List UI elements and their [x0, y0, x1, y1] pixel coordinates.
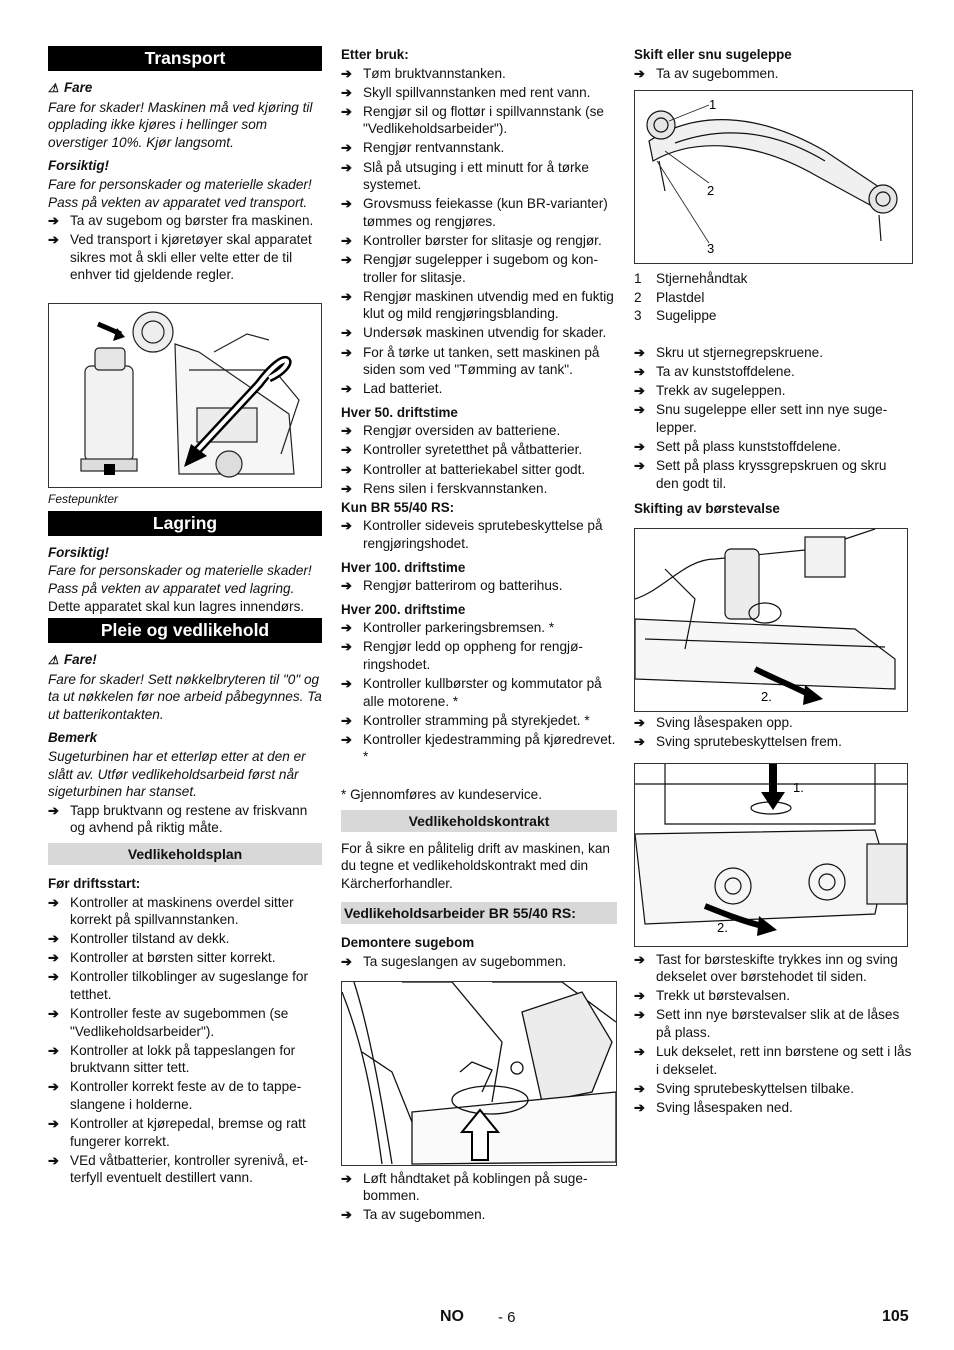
list-item: ➔ Kontroller at maskinens overdel sitter korrekt på spillvannstanken. — [48, 894, 294, 928]
section-title-kontrakt: Vedlikeholdskontrakt — [341, 810, 617, 832]
list-item: ➔ Rengjør ledd op oppheng for rengjøringshodet. — [341, 639, 583, 672]
arrow-icon: ➔ — [634, 438, 645, 454]
arrow-icon: ➔ — [48, 802, 59, 818]
arrow-icon: ➔ — [48, 232, 59, 248]
arrow-icon: ➔ — [341, 288, 352, 304]
arrow-icon: ➔ — [48, 931, 59, 947]
list-item: ➔ For å tørke ut tanken, sett maskinen på siden som ved "Tømming av tank". — [341, 344, 600, 378]
arrow-icon: ➔ — [634, 383, 645, 399]
list-item: ➔ Ta sugeslangen av sugebommen. — [341, 954, 567, 970]
step-label-2: 2. — [717, 919, 728, 935]
arrow-icon: ➔ — [341, 620, 352, 636]
column-left — [48, 44, 322, 1189]
subheading-squeegee-lip: Skift eller snu sugeleppe — [634, 47, 792, 62]
list-item: ➔ Kontroller feste av sugebommen (se "Vedlikeholdsarbeider"). — [48, 1006, 289, 1039]
arrow-icon: ➔ — [48, 950, 59, 966]
arrow-icon: ➔ — [341, 518, 352, 534]
list-item: ➔ Undersøk maskinen utvendig for skader. — [341, 325, 607, 341]
list-item: ➔ Trekk av sugeleppen. — [634, 383, 786, 399]
list-item: ➔ Sving låsespaken ned. — [634, 1099, 793, 1115]
arrow-icon: ➔ — [341, 232, 352, 248]
arrow-icon: ➔ — [341, 578, 352, 594]
footer-language: NO — [440, 1308, 464, 1325]
list-item: ➔ Rengjør sil og flottør i spillvannstank (se "Vedlikeholdsarbeider"). — [341, 103, 604, 137]
list-item: ➔ Rengjør sugelepper i sugebom og kontroller for slitasje. — [341, 252, 599, 285]
list-item: ➔ VEd våtbatterier, kontroller syrenivå, etterfyll eventuelt destillert vann. — [48, 1152, 309, 1186]
footer-subpage: - 6 — [498, 1309, 516, 1326]
list-item: ➔ Sett inn nye børstevalser slik at de låses på plass. — [634, 1007, 900, 1040]
list-item: ➔ Kontroller stramming på styrekjedet. * — [341, 712, 590, 728]
subheading-br-only: Kun BR 55/40 RS: — [341, 499, 455, 515]
list-item: ➔ Snu sugeleppe eller sett inn nye sugelepper. — [634, 402, 888, 435]
subheading-after-use: Etter bruk: — [341, 47, 409, 62]
arrow-icon: ➔ — [341, 65, 352, 81]
list-item: ➔ Sving sprutebeskyttelsen frem. — [634, 733, 842, 749]
arrow-icon: ➔ — [48, 213, 59, 229]
list-item: ➔ Lad batteriet. — [341, 381, 443, 397]
arrow-icon: ➔ — [341, 676, 352, 692]
arrow-icon: ➔ — [48, 969, 59, 985]
note-heading: Bemerk — [48, 730, 98, 746]
warning-heading: ⚠ Fare — [48, 79, 322, 98]
step-label-1: 1. — [793, 779, 804, 795]
legend-item: 3 Sugelippe — [634, 308, 717, 324]
list-item: ➔ Sett på plass kunststoffdelene. — [634, 438, 841, 454]
list-item: ➔ Kontroller at lokk på tappeslangen for bruktvann sitter tett. — [48, 1042, 296, 1076]
arrow-icon: ➔ — [634, 458, 645, 474]
subheading-before-start: Før driftsstart: — [48, 875, 141, 891]
dismount-steps — [341, 953, 617, 971]
list-item: ➔ Kontroller tilstand av dekk. — [48, 931, 230, 947]
arrow-icon: ➔ — [634, 402, 645, 418]
list-item: ➔ Kontroller kullbørster og kommutator på alle motorene. * — [341, 676, 602, 709]
legend-item: 1 Stjernehåndtak — [634, 271, 748, 287]
transport-steps — [48, 212, 322, 284]
list-item: ➔ Ta av sugebommen. — [634, 65, 779, 81]
coupling-drawing — [342, 982, 616, 1165]
squeegee-coupling-illustration — [341, 981, 617, 1166]
brush-cover-illustration — [634, 528, 908, 712]
arrow-icon: ➔ — [634, 1099, 645, 1115]
arrow-icon: ➔ — [634, 1043, 645, 1059]
brush-head-drawing — [635, 764, 907, 946]
arrow-icon: ➔ — [48, 1006, 59, 1022]
list-item: ➔ Kontroller korrekt feste av de to tappeslangene i holderne. — [48, 1079, 302, 1113]
section-title-transport: Transport — [48, 46, 322, 71]
contract-text: For å sikre en pålitelig drift av maskinen, kan du tegne et vedlikeholdskontrakt med din Kärcherforhandler. — [341, 840, 610, 891]
caution-text: Fare for personskader og materielle skader! Pass på vekten av apparatet ved transport. — [48, 176, 312, 210]
arrow-icon: ➔ — [341, 639, 352, 655]
arrow-icon: ➔ — [634, 733, 645, 749]
subheading-100h: Hver 100. driftstime — [341, 559, 466, 575]
list-item: ➔ Slå på utsuging i ett minutt for å tørke systemet. — [341, 159, 589, 193]
arrow-icon: ➔ — [341, 712, 352, 728]
arrow-icon: ➔ — [634, 1080, 645, 1096]
lip-steps-2 — [634, 344, 912, 492]
section-title-plan: Vedlikeholdsplan — [48, 843, 322, 865]
machine-illustration — [48, 303, 322, 488]
arrow-icon: ➔ — [634, 714, 645, 730]
list-item: ➔ Rengjør oversiden av batteriene. — [341, 423, 561, 439]
after-figure-steps — [341, 1170, 617, 1224]
list-item: ➔ Kontroller sideveis sprutebeskyttelse på rengjøringshodet. — [341, 518, 603, 551]
arrow-icon: ➔ — [341, 84, 352, 100]
list-item: ➔ Rengjør rentvannstank. — [341, 140, 505, 156]
figure-legend — [634, 270, 912, 325]
arrow-icon: ➔ — [341, 325, 352, 341]
arrow-icon: ➔ — [48, 1079, 59, 1095]
arrow-icon: ➔ — [341, 461, 352, 477]
arrow-icon: ➔ — [341, 731, 352, 747]
list-item: ➔ Trekk ut børstevalsen. — [634, 988, 790, 1004]
list-item: ➔ Kontroller syretetthet på våtbatterier. — [341, 442, 583, 458]
list-item: ➔ Tapp bruktvann og restene av friskvann og avhend på riktig måte. — [48, 802, 308, 836]
arrow-icon: ➔ — [341, 103, 352, 119]
section-title-arbeider: Vedlikeholdsarbeider BR 55/40 RS: — [341, 902, 617, 924]
arrow-icon: ➔ — [341, 480, 352, 496]
step-label-2: 2. — [761, 688, 772, 704]
warning-icon: ⚠ — [48, 653, 59, 667]
brush-cover-drawing — [635, 529, 907, 711]
list-item: ➔ Kontroller at børsten sitter korrekt. — [48, 950, 276, 966]
squeegee-drawing — [635, 91, 912, 263]
callout-3: 3 — [707, 241, 715, 257]
list-item: ➔ Rengjør maskinen utvendig med en fuktig klut og mild rengjøringsblanding. — [341, 288, 614, 322]
arrow-icon: ➔ — [341, 442, 352, 458]
brush-head-illustration — [634, 763, 908, 947]
legend-item: 2 Plastdel — [634, 289, 705, 305]
list-item: ➔ Rengjør batterirom og batterihus. — [341, 578, 563, 594]
storage-note: Dette apparatet skal kun lagres innendørs. — [48, 599, 305, 615]
arrow-icon: ➔ — [48, 1116, 59, 1132]
list-item: ➔ Tøm bruktvannstanken. — [341, 65, 506, 81]
subheading-dismount: Demontere sugebom — [341, 935, 475, 951]
column-middle — [341, 44, 617, 1225]
list-item: ➔ Ved transport i kjøretøyer skal apparatet sikres mot å skli eller velte etter de til enhver tid gjeldende regler. — [48, 232, 312, 283]
arrow-icon: ➔ — [634, 344, 645, 360]
lip-steps — [634, 65, 912, 83]
list-item: ➔ Grovsmuss feiekasse (kun BR-varianter) tømmes og rengjøres. — [341, 196, 608, 229]
list-item: ➔ Ta av kunststoffdelene. — [634, 364, 795, 380]
arrow-icon: ➔ — [634, 951, 645, 967]
list-item: ➔ Løft håndtaket på koblingen på sugebommen. — [341, 1170, 588, 1204]
caution-heading: Forsiktig! — [48, 158, 110, 174]
list-item: ➔ Skyll spillvannstanken med rent vann. — [341, 84, 591, 100]
page-number: 105 — [882, 1308, 909, 1325]
list-item: ➔ Kontroller parkeringsbremsen. * — [341, 620, 555, 636]
squeegee-lip-illustration — [634, 90, 913, 264]
list-item: ➔ Kontroller kjedestramming på kjøredrevet. * — [341, 731, 616, 765]
machine-drawing — [49, 304, 321, 487]
list-item: ➔ Sving låsespaken opp. — [634, 714, 793, 730]
arrow-icon: ➔ — [341, 140, 352, 156]
arrow-icon: ➔ — [341, 954, 352, 970]
arrow-icon: ➔ — [634, 364, 645, 380]
list-item: ➔ Kontroller tilkoblinger av sugeslange for tetthet. — [48, 969, 309, 1002]
list-item: ➔ Ta av sugebommen. — [341, 1207, 486, 1223]
arrow-icon: ➔ — [48, 1152, 59, 1168]
subheading-50h: Hver 50. driftstime — [341, 404, 458, 420]
warning-text: Fare for skader! Maskinen må ved kjøring til opplading ikke kjøres i hellinger som overstiger 10%. Kjør langsomt. — [48, 99, 313, 150]
steps-100h — [341, 577, 617, 595]
list-item: ➔ Sett på plass kryssgrepskruen og skru den godt til. — [634, 458, 887, 491]
list-item: ➔ Kontroller at kjørepedal, bremse og ratt fungerer korrekt. — [48, 1116, 306, 1149]
arrow-icon: ➔ — [634, 988, 645, 1004]
callout-1: 1 — [709, 97, 717, 113]
note-text: Sugeturbinen har et etterløp etter at den er slått av. Utfør vedlikeholdsarbeid først når sigeturbinen har stanset. — [48, 748, 306, 800]
caution-text: Fare for personskader og materielle skader! Pass på vekten av apparatet ved lagring. — [48, 563, 312, 596]
list-item: ➔ Kontroller børster for slitasje og rengjør. — [341, 232, 602, 248]
arrow-icon: ➔ — [634, 65, 645, 81]
list-item: ➔ Skru ut stjernegrepskruene. — [634, 344, 823, 360]
arrow-icon: ➔ — [48, 894, 59, 910]
section-title-pleie: Pleie og vedlikehold — [48, 618, 322, 643]
arrow-icon: ➔ — [48, 1042, 59, 1058]
list-item: ➔ Luk dekselet, rett inn børstene og sett i lås i dekselet. — [634, 1043, 912, 1077]
steps-br-only — [341, 517, 617, 552]
list-item: ➔ Ta av sugebom og børster fra maskinen. — [48, 213, 314, 229]
brush-steps-2 — [634, 951, 912, 1117]
list-item: ➔ Kontroller at batteriekabel sitter godt. — [341, 461, 586, 477]
section-title-lagring: Lagring — [48, 511, 322, 536]
arrow-icon: ➔ — [341, 1207, 352, 1223]
arrow-icon: ➔ — [341, 344, 352, 360]
before-start-steps — [48, 894, 322, 1188]
warning-text: Fare for skader! Sett nøkkelbryteren til "0" og ta ut nøkkelen før noe arbeid påbegynnes. Ta ut batterikontakten. — [48, 671, 322, 722]
list-item: ➔ Rens silen i ferskvannstanken. — [341, 480, 548, 496]
subheading-brush-roller: Skifting av børstevalse — [634, 501, 780, 517]
arrow-icon: ➔ — [341, 423, 352, 439]
figure-caption: Festepunkter — [48, 492, 119, 507]
list-item: ➔ Tast for børsteskifte trykkes inn og sving dekselet over børstehodet til siden. — [634, 951, 898, 985]
arrow-icon: ➔ — [634, 1007, 645, 1023]
footnote: * Gjennomføres av kundeservice. — [341, 787, 542, 803]
steps-200h — [341, 619, 617, 766]
arrow-icon: ➔ — [341, 381, 352, 397]
arrow-icon: ➔ — [341, 1170, 352, 1186]
arrow-icon: ➔ — [341, 252, 352, 268]
note-steps — [48, 802, 322, 837]
callout-2: 2 — [707, 183, 715, 199]
column-right — [634, 44, 912, 1118]
arrow-icon: ➔ — [341, 159, 352, 175]
subheading-200h: Hver 200. driftstime — [341, 601, 466, 617]
arrow-icon: ➔ — [341, 196, 352, 212]
steps-50h — [341, 422, 617, 497]
brush-steps-1 — [634, 714, 912, 751]
caution-heading: Forsiktig! — [48, 544, 110, 560]
warning-heading: ⚠ Fare! — [48, 651, 322, 670]
list-item: ➔ Sving sprutebeskyttelsen tilbake. — [634, 1080, 854, 1096]
warning-icon: ⚠ — [48, 81, 59, 95]
after-use-steps — [341, 65, 617, 398]
